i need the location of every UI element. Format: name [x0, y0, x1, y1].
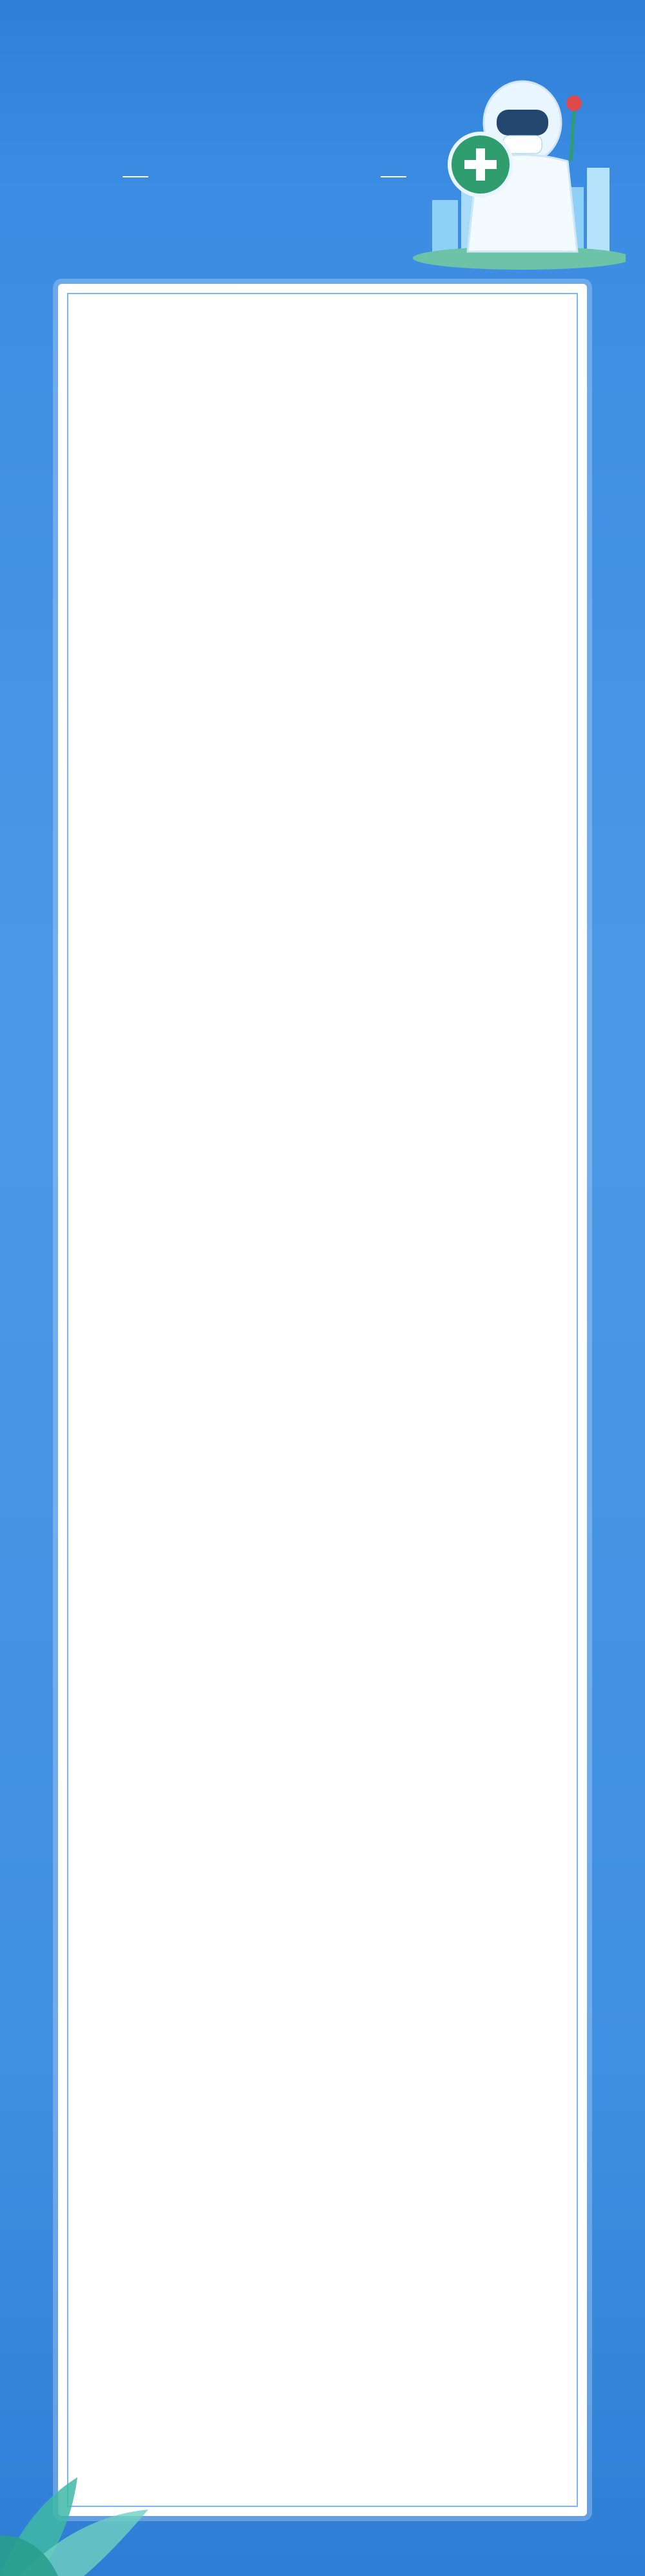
contact-card [58, 284, 587, 2516]
header [0, 0, 645, 277]
card-inner [67, 293, 578, 2507]
leaf-decoration-icon [0, 2439, 645, 2576]
medical-worker-illustration-icon [393, 52, 626, 271]
